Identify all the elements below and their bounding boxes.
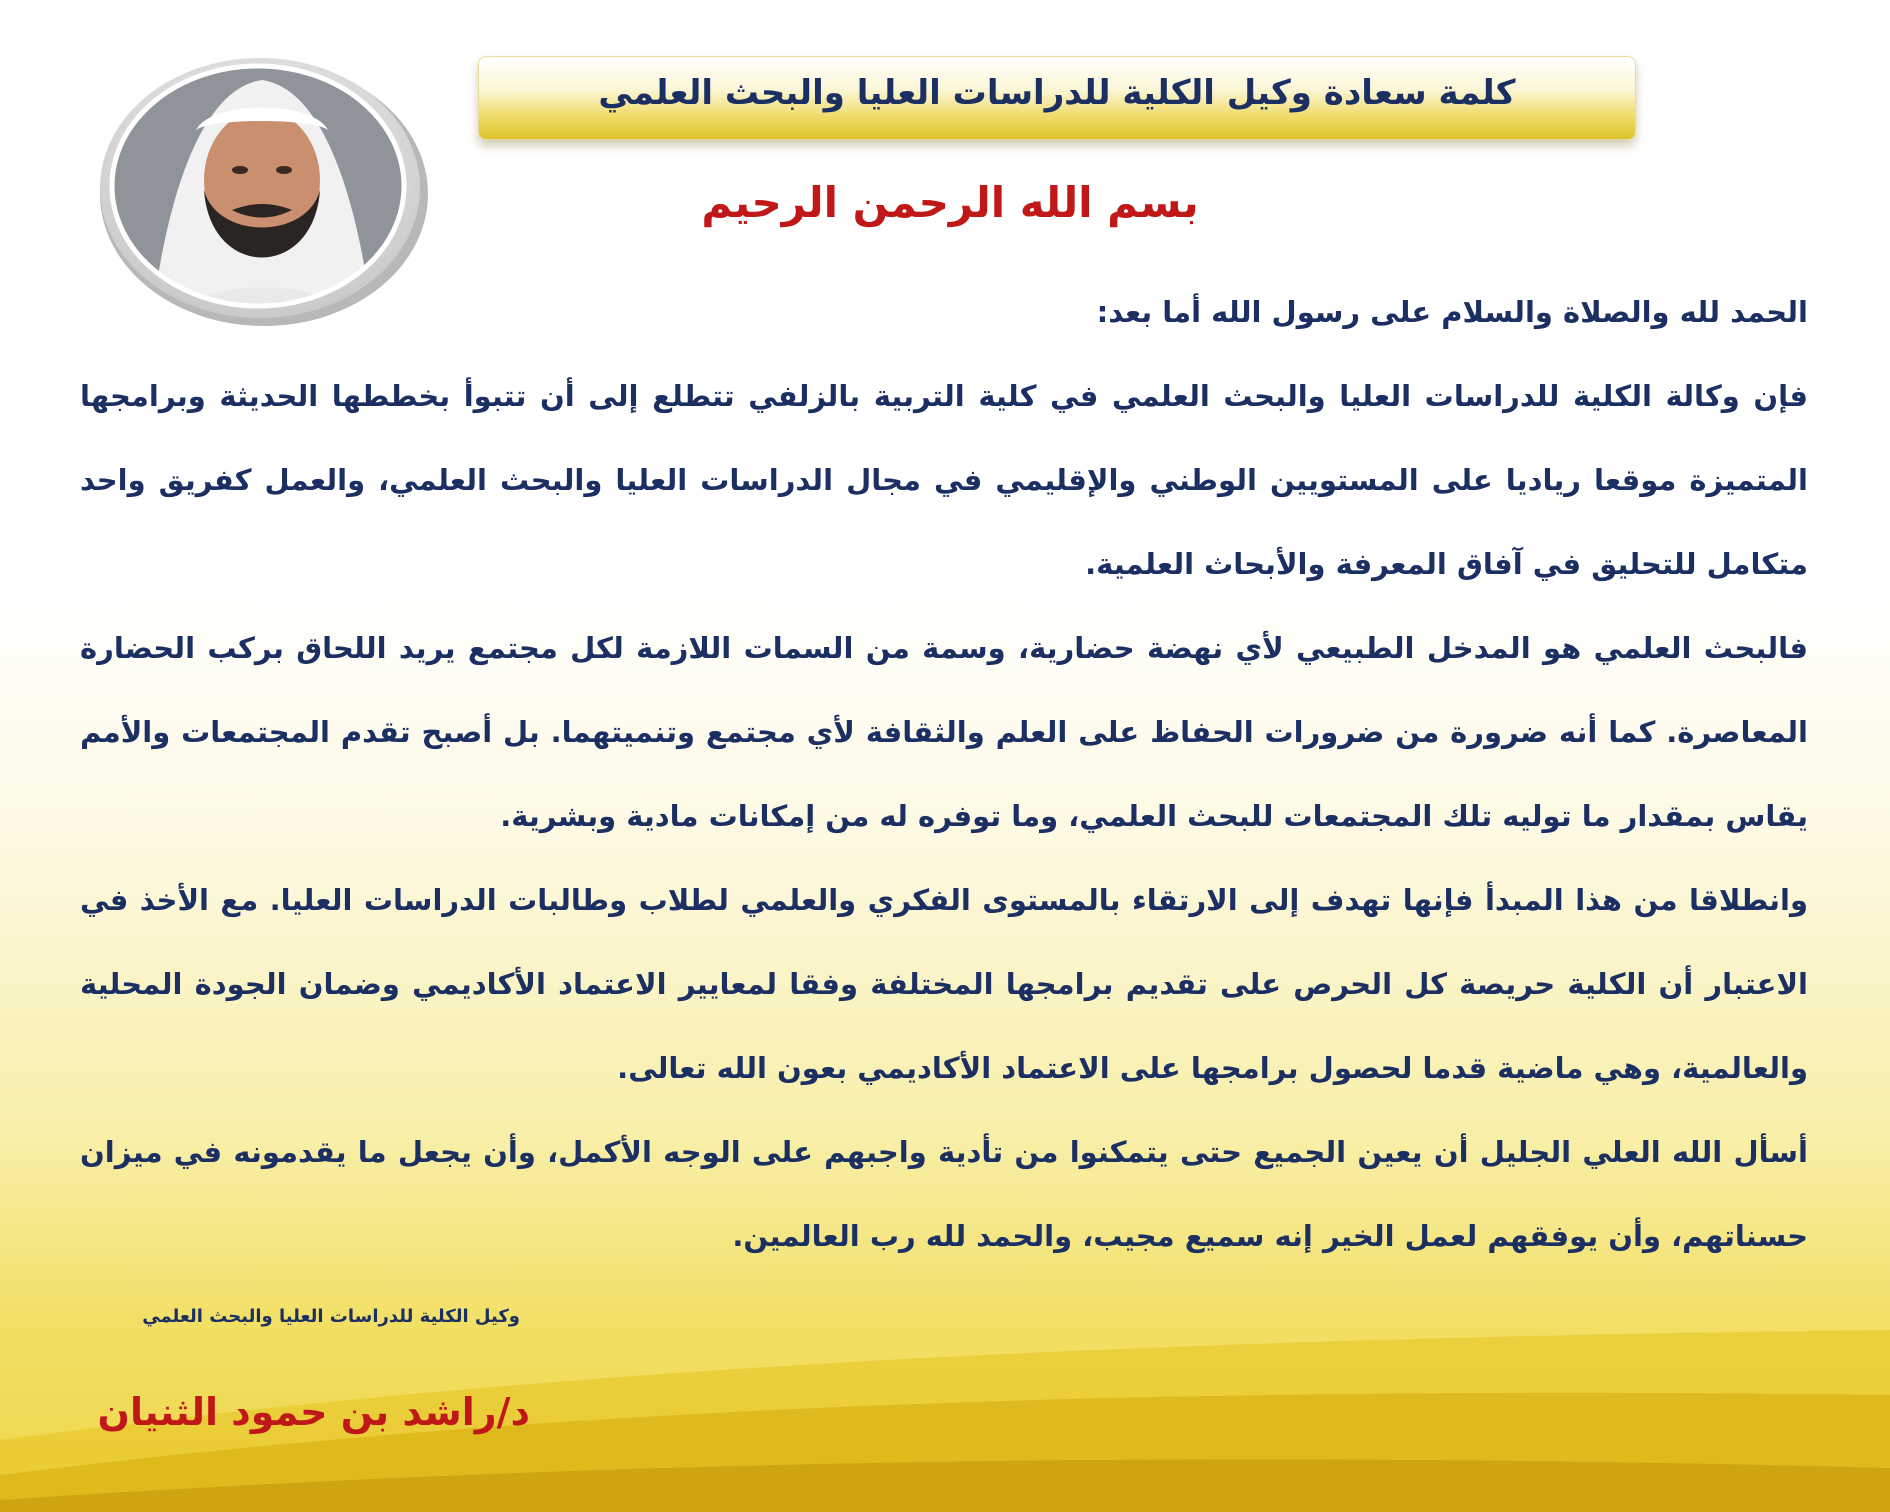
signature-name: د/راشد بن حمود الثنيان xyxy=(97,1390,530,1434)
body-paragraph-1: الحمد لله والصلاة والسلام على رسول الله أما بعد: xyxy=(1096,295,1808,329)
basmala-heading: بسم الله الرحمن الرحيم xyxy=(701,178,1199,227)
body-paragraph-3: فالبحث العلمي هو المدخل الطبيعي لأي نهضة حضارية، وسمة من السمات اللازمة لكل مجتمع يريد اللحاق بركب الحضارة المعاصرة. كما أنه ضرورة من ضرورات الحفاظ على العلم والثقافة لأي مجتمع وتنميتهما. بل أصبح تقدم المجتمعات والأمم يقاس بمقدار ما توليه تلك المجتمعات للبحث العلمي، وما توفره له من إمكانات مادية وبشرية. xyxy=(80,631,1808,833)
signature-title: وكيل الكلية للدراسات العليا والبحث العلمي xyxy=(142,1306,520,1327)
page-title: كلمة سعادة وكيل الكلية للدراسات العليا والبحث العلمي xyxy=(598,73,1516,113)
body-paragraph-4: وانطلاقا من هذا المبدأ فإنها تهدف إلى الارتقاء بالمستوى الفكري والعلمي لطلاب وطالبات الدراسات العليا. مع الأخذ في الاعتبار أن الكلية حريصة كل الحرص على تقديم برامجها المختلفة وفقا لمعايير الاعتماد الأكاديمي وضمان الجودة المحلية والعالمية، وهي ماضية قدما لحصول برامجها على الاعتماد الأكاديمي بعون الله تعالى. xyxy=(80,883,1808,1085)
title-banner xyxy=(478,56,1636,140)
body-paragraph-2: فإن وكالة الكلية للدراسات العليا والبحث العلمي في كلية التربية بالزلفي تتطلع إلى أن تتبوأ بخططها الحديثة وبرامجها المتميزة موقعا رياديا على المستويين الوطني والإقليمي في مجال الدراسات العليا والبحث العلمي، والعمل كفريق واحد متكامل للتحليق في آفاق المعرفة والأبحاث العلمية. xyxy=(80,379,1808,581)
message-body xyxy=(80,270,1808,1278)
body-paragraph-5: أسأل الله العلي الجليل أن يعين الجميع حتى يتمكنوا من تأدية واجبهم على الوجه الأكمل، وأن يجعل ما يقدمونه في ميزان حسناتهم، وأن يوفقهم لعمل الخير إنه سميع مجيب، والحمد لله رب العالمين. xyxy=(80,1135,1808,1253)
